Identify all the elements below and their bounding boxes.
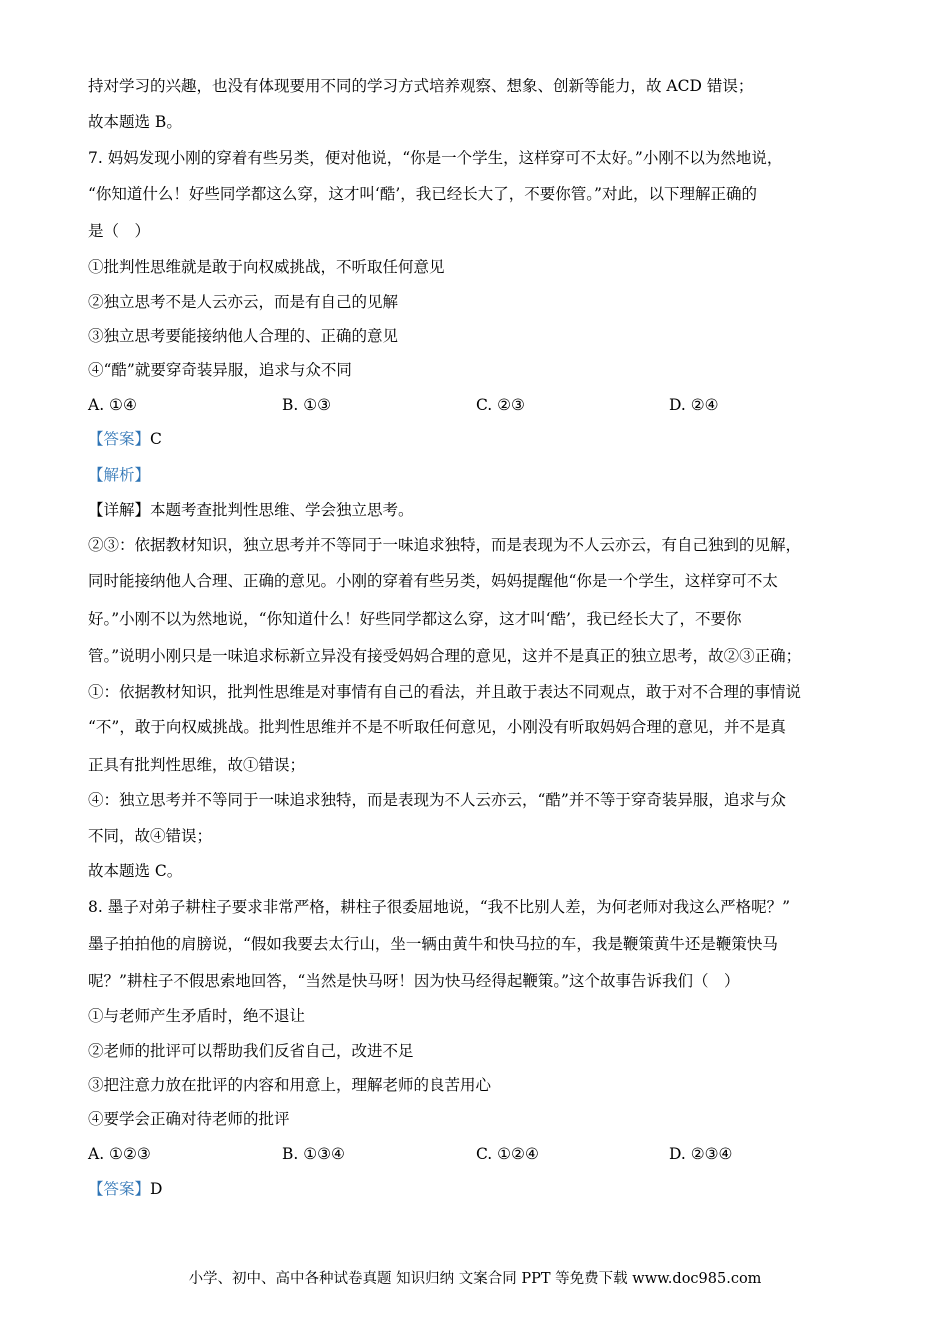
q7-explanation-line: 同时能接纳他人合理、正确的意见。小刚的穿着有些另类，妈妈提醒他“你是一个学生，这样穿可不太 <box>88 572 778 590</box>
q6-explanation-tail: 持对学习的兴趣，也没有体现要用不同的学习方式培养观察、想象、创新等能力，故 ACD 错误； <box>88 77 754 95</box>
q7-explanation-line: ①：依据教材知识，批判性思维是对事情有自己的看法，并且敢于表达不同观点，敢于对不合理的事情说 <box>88 683 802 701</box>
q8-answer <box>88 1179 162 1199</box>
q7-explanation-line: 正具有批判性思维，故①错误； <box>88 756 306 774</box>
q8-stem-line: 墨子拍拍他的肩膀说，“假如我要去太行山，坐一辆由黄牛和快马拉的车，我是鞭策黄牛还是鞭策快马 <box>88 935 778 953</box>
q7-option-b: B. ①③ <box>282 396 332 414</box>
q7-explanation-line: ②③：依据教材知识，独立思考并不等同于一味追求独特，而是表现为不人云亦云，有自己独到的见解， <box>88 536 802 554</box>
q7-statement-2: ②独立思考不是人云亦云，而是有自己的见解 <box>88 293 399 311</box>
page-footer: 小学、初中、高中各种试卷真题 知识归纳 文案合同 PPT 等免费下载 www.doc985.com <box>188 1271 762 1287</box>
q7-stem-line: “你知道什么！好些同学都这么穿，这才叫‘酷’，我已经长大了，不要你管。”对此，以下理解正确的 <box>88 185 757 203</box>
q7-analysis-tag: 【解析】 <box>88 466 151 484</box>
q7-statement-3: ③独立思考要能接纳他人合理的、正确的意见 <box>88 327 399 345</box>
q7-explanation-line: 好。”小刚不以为然地说，“你知道什么！好些同学都这么穿，这才叫‘酷’，我已经长大了，不要你 <box>88 610 742 628</box>
q7-answer <box>88 429 162 449</box>
answer-tag: 【答案】 <box>88 430 151 448</box>
q7-explanation-line: 不同，故④错误； <box>88 827 213 845</box>
detail-intro: 本题考查批判性思维、学会独立思考。 <box>150 501 414 519</box>
detail-tag: 【详解】 <box>88 501 151 519</box>
q7-explanation-line: “不”，敢于向权威挑战。批判性思维并不是不听取任何意见，小刚没有听取妈妈合理的意见，并不是真 <box>88 718 786 736</box>
q7-stem-line: 是（ ） <box>88 222 151 240</box>
q7-option-a: A. ①④ <box>88 396 137 414</box>
answer-value: C <box>150 430 162 448</box>
q6-conclusion: 故本题选 B。 <box>88 113 182 131</box>
q7-detail <box>88 500 414 520</box>
q8-stem-line: 8. 墨子对弟子耕柱子要求非常严格，耕柱子很委屈地说，“我不比别人差，为何老师对我这么严格呢？” <box>88 898 791 916</box>
q8-option-c: C. ①②④ <box>476 1145 539 1163</box>
q7-explanation-line: ④：独立思考并不等同于一味追求独特，而是表现为不人云亦云，“酷”并不等于穿奇装异服，追求与众 <box>88 791 786 809</box>
q7-statement-1: ①批判性思维就是敢于向权威挑战，不听取任何意见 <box>88 258 445 276</box>
q8-statement-1: ①与老师产生矛盾时，绝不退让 <box>88 1007 306 1025</box>
q8-option-a: A. ①②③ <box>88 1145 151 1163</box>
q7-stem-line: 7. 妈妈发现小刚的穿着有些另类，便对他说，“你是一个学生，这样穿可不太好。”小刚不以为然地说， <box>88 149 783 167</box>
answer-value: D <box>150 1180 163 1198</box>
q7-explanation-line: 管。”说明小刚只是一味追求标新立异没有接受妈妈合理的意见，这并不是真正的独立思考，故②③正确； <box>88 647 802 665</box>
q7-statement-4: ④“酷”就要穿奇装异服，追求与众不同 <box>88 361 352 379</box>
q8-option-d: D. ②③④ <box>669 1145 733 1163</box>
q8-option-b: B. ①③④ <box>282 1145 345 1163</box>
q7-option-c: C. ②③ <box>476 396 525 414</box>
q8-stem-line: 呢？”耕柱子不假思索地回答，“当然是快马呀！因为快马经得起鞭策。”这个故事告诉我们（ ） <box>88 972 740 990</box>
q7-option-d: D. ②④ <box>669 396 719 414</box>
q8-statement-3: ③把注意力放在批评的内容和用意上，理解老师的良苦用心 <box>88 1076 492 1094</box>
answer-tag: 【答案】 <box>88 1180 151 1198</box>
q7-conclusion: 故本题选 C。 <box>88 862 183 880</box>
q8-statement-2: ②老师的批评可以帮助我们反省自己，改进不足 <box>88 1042 414 1060</box>
q8-statement-4: ④要学会正确对待老师的批评 <box>88 1110 290 1128</box>
